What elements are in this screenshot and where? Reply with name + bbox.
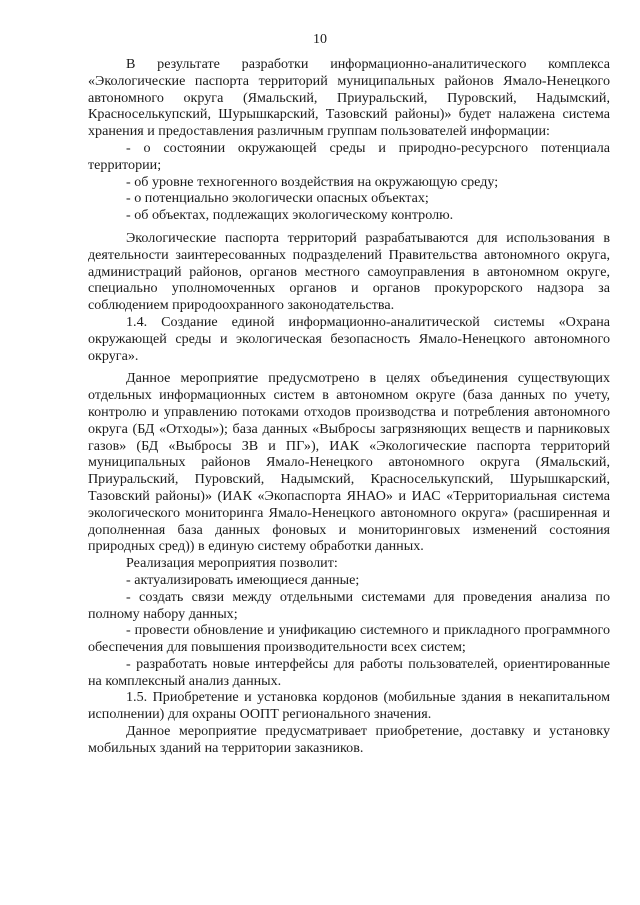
list-item-3: - о потенциально экологически опасных объектах; bbox=[126, 190, 429, 207]
list-item-7: - провести обновление и унификацию системного и прикладного программного обеспечения для повышения производительности всех систем; bbox=[88, 622, 610, 656]
list-item-1: - о состоянии окружающей среды и природно-ресурсного потенциала территории; bbox=[88, 139, 610, 173]
section-heading-1-5: 1.5. Приобретение и установка кордонов (мобильные здания в некапитальном исполнении) для охраны ООПТ регионального значения. bbox=[88, 689, 610, 723]
list-item-2: - об уровне техногенного воздействия на окружающую среду; bbox=[126, 173, 499, 190]
paragraph-1: В результате разработки информационно-аналитического комплекса «Экологические паспорта территорий муниципальных районов Ямало-Ненецкого автономного округа (Ямальский, Приуральский, Пуровский, Надымский, Красноселькупский, Шурышкарский, Тазовский районы)» будет налажена система хранения и предоставления различным группам пользователей информации: bbox=[88, 56, 610, 140]
list-item-6: - создать связи между отдельными системами для проведения анализа по полному набору данных; bbox=[88, 588, 610, 622]
list-item-8: - разработать новые интерфейсы для работы пользователей, ориентированные на комплексный анализ данных. bbox=[88, 655, 610, 689]
paragraph-3: Данное мероприятие предусмотрено в целях объединения существующих отдельных информационных систем в автономном округе (база данных по учету, контролю и управлению потоками отходов производства и потребления автономного округа (БД «Отходы»); база данных «Выбросы загрязняющих веществ и парниковых газов» (БД «Выбросы ЗВ и ПГ»), ИАК «Экологические паспорта территорий муниципальных районов Ямало-Ненецкого автономного округа (Ямальский, Приуральский, Пуровский, Надымский, Красноселькупский, Шурышкарский, Тазовский районы)» (ИАК «Экопаспорта ЯНАО» и ИАС «Территориальная система экологического мониторинга Ямало-Ненецкого автономного округа» (расширенная и дополненная база данных фоновых и мониторинговых изменений состояния природных сред)) в единую систему обработки данных. bbox=[88, 370, 610, 555]
page-number: 10 bbox=[313, 32, 327, 47]
list-item-5: - актуализировать имеющиеся данные; bbox=[126, 571, 360, 588]
section-heading-1-4: 1.4. Создание единой информационно-аналитической системы «Охрана окружающей среды и экологическая безопасность Ямало-Ненецкого автономного округа». bbox=[88, 313, 610, 364]
list-item-4: - об объектах, подлежащих экологическому контролю. bbox=[126, 207, 454, 224]
paragraph-5: Данное мероприятие предусматривает приобретение, доставку и установку мобильных зданий на территории заказников. bbox=[88, 723, 610, 756]
paragraph-2: Экологические паспорта территорий разрабатываются для использования в деятельности заинтересованных подразделений Правительства автономного округа, администраций районов, органов местного самоуправления в автономном округе, специально уполномоченных органов и органов прокурорского надзора за соблюдением природоохранного законодательства. bbox=[88, 229, 610, 314]
paragraph-4: Реализация мероприятия позволит: bbox=[126, 555, 338, 572]
document-body bbox=[88, 56, 610, 757]
